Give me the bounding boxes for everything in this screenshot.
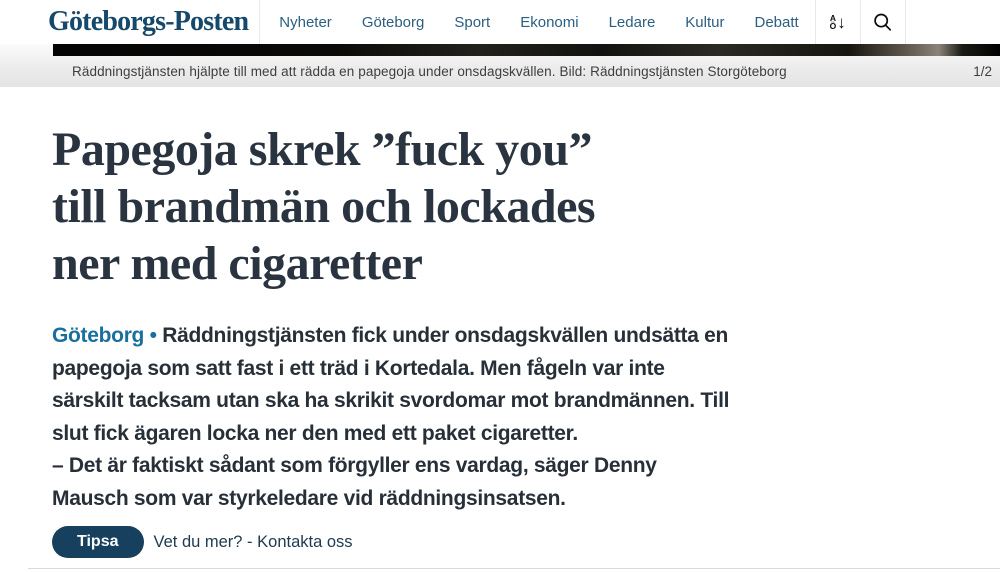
sort-letter-a: A: [829, 13, 836, 23]
headline-line-2: till brandmän och lockades: [52, 180, 596, 233]
article-image[interactable]: [53, 44, 1000, 56]
sort-arrow-icon: ↓: [837, 12, 846, 32]
nav-item-ledare[interactable]: Ledare: [608, 13, 656, 31]
section-divider: [28, 568, 1000, 569]
search-icon: [872, 12, 893, 33]
actions-row: [52, 526, 732, 558]
headline-line-3: ner med cigaretter: [52, 237, 423, 290]
sort-az-icon: [830, 14, 846, 31]
image-counter: 1/2: [973, 64, 992, 79]
lead-paragraph: [52, 320, 732, 450]
nav-item-debatt[interactable]: Debatt: [754, 13, 799, 31]
article-content: [52, 121, 732, 558]
top-nav-bar: [0, 0, 1000, 44]
contact-link[interactable]: Vet du mer? - Kontakta oss: [153, 532, 353, 551]
nav-item-ekonomi[interactable]: Ekonomi: [520, 13, 579, 31]
quote-paragraph: – Det är faktiskt sådant som förgyller ens vardag, säger Denny Mausch som var styrkeledare vid räddningsinsatsen.: [52, 454, 657, 510]
main-nav: [279, 14, 798, 31]
nav-item-kultur[interactable]: Kultur: [685, 13, 725, 31]
lead-text: Räddningstjänsten fick under onsdagskvällen undsätta en papegoja som satt fast i ett träd i Kortedala. Men fågeln var inte särskilt tacksam utan ska ha skrikit svordomar mot brandmännen. Till slut fick ägaren locka ner den med ett paket cigaretter.: [52, 324, 730, 445]
headline-line-1: Papegoja skrek ”fuck you”: [52, 123, 592, 176]
media-caption-bar: [0, 44, 1000, 87]
nav-divider: [905, 0, 906, 44]
article-headline: [52, 121, 732, 292]
nav-item-goteborg[interactable]: Göteborg: [361, 13, 425, 31]
nav-item-sport[interactable]: Sport: [454, 13, 491, 31]
nav-item-nyheter[interactable]: Nyheter: [279, 13, 332, 31]
search-button[interactable]: [861, 0, 905, 44]
sort-az-button[interactable]: [816, 0, 860, 44]
image-caption: Räddningstjänsten hjälpte till med att rädda en papegoja under onsdagskvällen. Bild: Räddningstjänsten Storgöteborg: [72, 64, 787, 79]
article-lead: [52, 320, 732, 515]
location-label: Göteborg: [52, 324, 145, 347]
nav-divider: [259, 0, 260, 44]
sort-letter-o: Ö: [829, 21, 837, 31]
location-bullet: •: [149, 324, 157, 347]
logo[interactable]: Göteborgs-Posten: [48, 6, 249, 37]
tipsa-button[interactable]: Tipsa: [52, 526, 144, 558]
